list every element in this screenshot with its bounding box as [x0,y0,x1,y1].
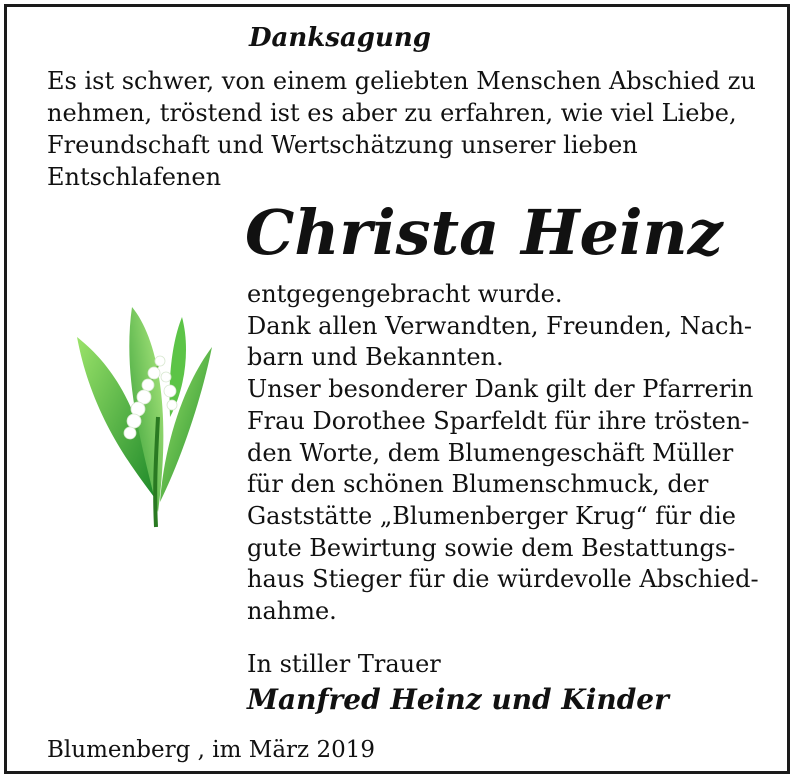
intro-line: Freundschaft und Wertschätzung unserer lieben [47,131,638,159]
intro-line: Es ist schwer, von einem geliebten Menschen Abschied zu [47,67,756,95]
signature: Manfred Heinz und Kinder [247,683,669,716]
body-text [247,279,787,628]
body-line: für den schönen Blumenschmuck, der [247,470,709,499]
body-line: entgegengebracht wurde. [247,280,563,308]
closing-text: In stiller Trauer [247,650,441,678]
place-date: Blumenberg , im März 2019 [47,737,375,763]
body-line: Frau Dorothee Sparfeldt für ihre trösten- [247,406,750,435]
intro-line: Entschlafenen [47,163,222,191]
body-line: nahme. [247,597,337,626]
body-line: gute Bewirtung sowie dem Bestattungs- [247,533,736,562]
deceased-name: Christa Heinz [245,196,723,269]
intro-text [47,65,777,193]
body-line: Gaststätte „Blumenberger Krug“ für die [247,501,736,530]
heading-danksagung: Danksagung [249,23,431,53]
lily-of-the-valley-icon [62,297,232,537]
body-line: barn und Bekannten. [247,343,504,372]
body-line: Unser besonderer Dank gilt der Pfarrerin [247,375,754,404]
body-line: haus Stieger für die würdevolle Abschied- [247,565,759,594]
obituary-frame [4,4,790,774]
body-line: Dank allen Verwandten, Freunden, Nach- [247,311,753,340]
intro-line: nehmen, tröstend ist es aber zu erfahren, wie viel Liebe, [47,99,737,127]
body-line: den Worte, dem Blumengeschäft Müller [247,438,734,467]
